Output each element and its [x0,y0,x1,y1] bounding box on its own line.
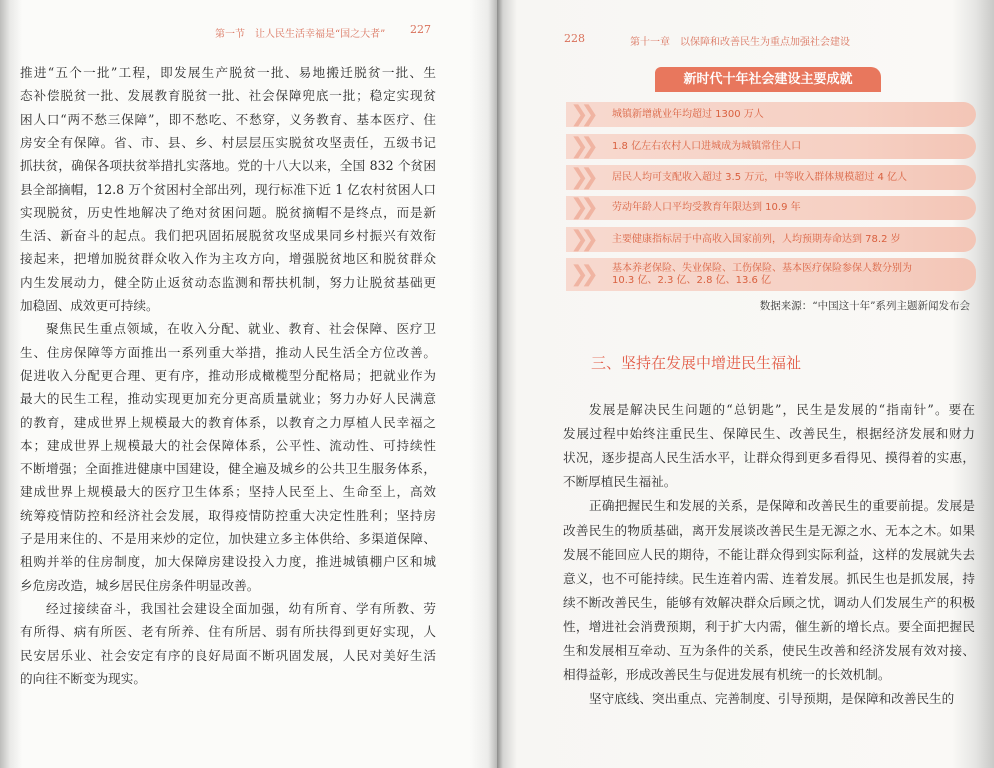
text-line: 相得益彰，形成改善民生与促进发展有机统一的长效机制。 [563,667,891,683]
text-line: 的向往不断变为现实。 [20,670,146,686]
text-line: 加稳固、成效更可持续。 [20,298,159,313]
chevron-icon: ❯❯ [570,133,591,159]
achievement-item [566,258,976,291]
achievement-item [566,165,976,190]
text-line: 有所得、病有所医、老有所养、住有所居、弱有所扶得到更好实现，人 [20,624,436,640]
text-line: 民安居乐业、社会安定有序的良好局面不断巩固发展，人民对美好生活 [20,647,436,663]
achievement-item [566,102,976,127]
text-line: 坚守底线、突出重点、完善制度、引导预期，是保障和改善民生的 [589,691,955,707]
text-line: 子是用来住的、不是用来炒的定位，加快建立多主体供给、多渠道保障、 [20,531,436,546]
achievement-text: 城镇新增就业年均超过 1300 万人 [612,108,764,120]
left-page-number: 227 [410,23,431,36]
text-line: 乡危房改造，城乡居民住房条件明显改善。 [20,577,260,593]
text-line: 发展是解决民生问题的“总钥匙”，民生是发展的“指南针”。要在 [589,402,975,417]
chevron-icon: ❯❯ [570,101,591,127]
text-line: 促进收入分配更合理、更有序，推动形成橄榄型分配格局；把就业作为 [20,367,436,383]
achievement-text: 主要健康指标居于中高收入国家前列，人均预期寿命达到 78.2 岁 [612,233,901,245]
text-line: 续不断改善民生，能够有效解决群众后顾之忧，调动人们发展生产的积极 [563,594,975,610]
text-line: 意义，也不可能持续。民生连着内需、连着发展。抓民生也是抓发展，持 [563,570,975,586]
right-running-header: 第十一章 以保障和改善民生为重点加强社会建设 [630,37,850,48]
text-line: 经过接续奋斗，我国社会建设全面加强，幼有所育、学有所教、劳 [46,600,436,616]
text-line: 发展不能回应人民的期待，不能让群众得到实际利益，这样的发展就失去 [563,546,975,562]
text-line: 统筹疫情防控和经济社会发展，取得疫情防控重大决定性胜利；坚持房 [20,507,436,523]
text-line: 房安全有保障。省、市、县、乡、村层层压实脱贫攻坚责任，五级书记 [20,134,436,150]
left-running-header: 第一节 让人民生活幸福是“国之大者” [215,29,386,40]
section-heading: 三、坚持在发展中增进民生福祉 [591,354,802,372]
text-line: 生、住房保障等方面推出一系列重大举措，推动人民生活全方位改善。 [20,344,436,360]
text-line: 性，增进社会消费预期，利于扩大内需，催生新的增长点。要全面把握民 [563,618,975,634]
text-line: 本；建成世界上规模最大的社会保障体系，公平性、流动性、可持续性 [20,437,436,453]
text-line: 生活、新奋斗的起点。我们把巩固拓展脱贫攻坚成果同乡村振兴有效衔 [20,228,436,244]
achievement-item [566,134,976,159]
text-line: 发展过程中始终注重民生、保障民生、改善民生，根据经济发展和财力 [563,426,975,442]
text-line: 生和发展相互牵动、互为条件的关系，使民生改善和经济发展有效对接、 [563,643,975,658]
achievement-text: 劳动年龄人口平均受教育年限达到 10.9 年 [612,202,801,213]
text-line: 困人口“两不愁三保障”，即不愁吃、不愁穿，义务教育、基本医疗、住 [20,111,436,127]
text-line: 建成世界上规模最大的医疗卫生体系；坚持人民至上、生命至上，高效 [20,484,436,500]
text-line: 正确把握民生和发展的关系，是保障和改善民生的重要前提。发展是 [589,498,975,514]
text-line: 最大的民生工程，推动实现更加充分更高质量就业；努力办好人民满意 [20,391,436,407]
achievement-text: 居民人均可支配收入超过 3.5 万元，中等收入群体规模超过 4 亿人 [612,171,907,183]
achievement-text: 基本养老保险、失业保险、工伤保险、基本医疗保险参保人数分别为 10.3 亿、2.3 亿、2.8 亿、13.6 亿 [612,262,912,286]
text-line: 县全部摘帽，12.8 万个贫困村全部出列，现行标准下近 1 亿农村贫困人口 [20,181,436,197]
text-line: 聚焦民生重点领域，在收入分配、就业、教育、社会保障、医疗卫 [46,321,436,337]
achievement-item [566,196,976,220]
text-line: 抓扶贫，确保各项扶贫举措扎实落地。党的十八大以来，全国 832 个贫困 [20,158,436,174]
text-line: 改善民生的物质基础，离开发展谈改善民生是无源之水、无本之木。如果 [563,522,975,538]
achievement-text: 1.8 亿左右农村人口进城成为城镇常住人口 [612,140,802,152]
text-line: 实现脱贫，历史性地解决了绝对贫困问题。脱贫摘帽不是终点，而是新 [20,204,436,220]
text-line: 态补偿脱贫一批、发展教育脱贫一批、社会保障兜底一批；稳定实现贫 [20,88,436,104]
chevron-icon: ❯❯ [570,164,591,190]
text-line: 状况，逐步提高人民生活水平，让群众得到更多看得见、摸得着的实惠， [563,450,975,466]
chevron-icon: ❯❯ [570,195,591,220]
text-line: 推进“五个一批”工程，即发展生产脱贫一批、易地搬迁脱贫一批、生 [20,65,436,80]
text-line: 租购并举的住房制度，加大保障房建设投入力度，推进城镇棚户区和城 [20,554,436,570]
data-source-note: 数据来源：“中国这十年”系列主题新闻发布会 [759,300,970,312]
text-line: 的教育，建成世界上规模最大的教育体系，以教育之力厚植人民幸福之 [20,414,436,430]
achievement-item [566,227,976,252]
text-line: 内生发展动力，健全防止返贫动态监测和帮扶机制，努力让脱贫基础更 [20,274,436,290]
chevron-icon: ❯❯ [570,261,591,287]
right-page-number: 228 [564,32,585,45]
text-line: 不断增强；全面推进健康中国建设，健全遍及城乡的公共卫生服务体系， [20,461,436,477]
text-line: 接起来，把增加脱贫群众收入作为主攻方向，增强脱贫地区和脱贫群众 [20,251,436,267]
text-line: 不断厚植民生福祉。 [563,474,677,490]
infographic-title: 新时代十年社会建设主要成就 [655,67,881,92]
chevron-icon: ❯❯ [570,226,591,252]
